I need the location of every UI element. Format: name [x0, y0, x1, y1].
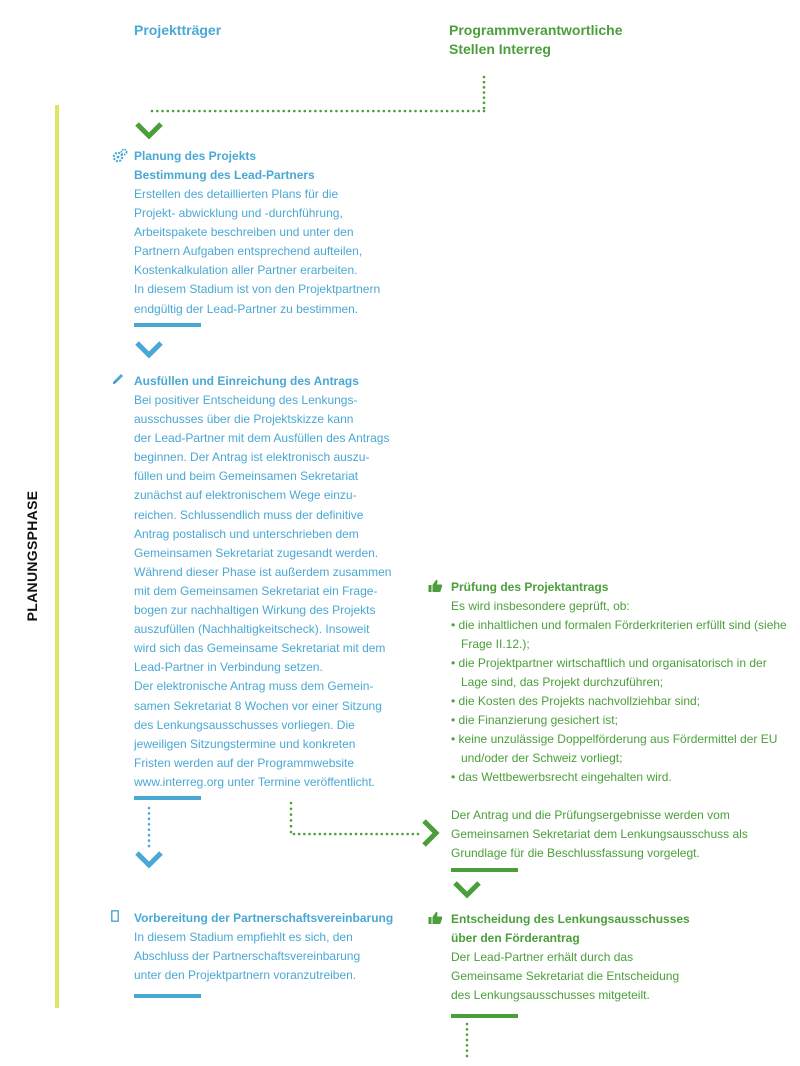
connector-dot	[346, 110, 349, 113]
connector-dot	[298, 833, 301, 836]
gears-icon	[112, 148, 128, 169]
step-title-line-2: über den Förderantrag	[451, 931, 580, 945]
connector-dot	[340, 110, 343, 113]
dotted-connector-green	[466, 1023, 469, 1058]
connector-dot	[419, 110, 422, 113]
text-line: Während dieser Phase ist außerdem zusammen	[134, 564, 392, 579]
connector-dot	[177, 110, 180, 113]
connector-dot	[148, 834, 151, 837]
text-line: Fristen werden auf der Programmwebsite	[134, 755, 355, 770]
connector-dot	[466, 1023, 469, 1026]
connector-dot	[148, 823, 151, 826]
connector-dot	[172, 110, 175, 113]
criteria-item: • keine unzulässige Doppelförderung aus Fördermittel der EU und/oder der Schweiz vorliegt;	[451, 730, 791, 768]
connector-dot	[388, 110, 391, 113]
text-line: Arbeitspakete beschreiben und unter den	[134, 225, 354, 240]
connector-dot	[451, 110, 454, 113]
step-text	[134, 185, 424, 319]
connector-dot	[412, 833, 415, 836]
connector-dot	[277, 110, 280, 113]
connector-dot	[409, 110, 412, 113]
connector-dot	[361, 110, 364, 113]
step-title: Ausfüllen und Einreichung des Antrags	[134, 374, 359, 388]
connector-dot	[466, 1055, 469, 1058]
connector-dot	[381, 833, 384, 836]
text-line: Gemeinsame Sekretariat die Entscheidung	[451, 969, 680, 984]
connector-dot	[466, 1028, 469, 1031]
connector-dot	[288, 110, 291, 113]
connector-dot	[472, 110, 475, 113]
connector-dot	[483, 91, 486, 94]
connector-dot	[251, 110, 254, 113]
text-line: der Lead-Partner mit dem Ausfüllen des Antrags	[134, 431, 390, 446]
connector-dot	[148, 818, 151, 821]
connector-dot	[148, 812, 151, 815]
connector-dot	[298, 110, 301, 113]
step-text	[451, 948, 791, 1005]
step-intro: Es wird insbesondere geprüft, ob:	[451, 599, 630, 613]
connector-dot	[188, 110, 191, 113]
connector-dot	[477, 110, 480, 113]
connector-dot	[198, 110, 201, 113]
connector-dot	[319, 110, 322, 113]
chevron-down-icon	[137, 853, 161, 865]
connector-dot	[261, 110, 264, 113]
text-line: Antrag postalisch und unterschrieben dem	[134, 526, 359, 541]
connector-dot	[483, 81, 486, 84]
thumbs-up-icon	[428, 579, 443, 598]
criteria-list	[451, 616, 791, 787]
connector-dot	[383, 110, 386, 113]
connector-dot	[313, 833, 316, 836]
connector-dot	[219, 110, 222, 113]
step-title-line-1: Entscheidung des Lenkungsausschusses	[451, 912, 690, 926]
connector-dot	[240, 110, 243, 113]
connector-dot	[330, 110, 333, 113]
connector-dot	[430, 110, 433, 113]
text-line: Der Lead-Partner erhält durch das	[451, 950, 634, 964]
connector-dot	[151, 110, 154, 113]
text-line: endgültig der Lead-Partner zu bestimmen.	[134, 301, 359, 316]
connector-dot	[483, 86, 486, 89]
connector-dot	[375, 833, 378, 836]
thumbs-up-icon	[428, 911, 443, 930]
connector-dot	[148, 828, 151, 831]
text-line: Partnern Aufgaben entsprechend aufteilen,	[134, 244, 363, 259]
dotted-connector-green	[293, 833, 420, 836]
connector-dot	[355, 833, 358, 836]
connector-dot	[386, 833, 389, 836]
chevron-down-icon	[137, 124, 161, 136]
step-pruefung	[451, 578, 791, 787]
chevron-down-icon	[137, 343, 161, 355]
criteria-item: • die Finanzierung gesichert ist;	[451, 711, 791, 730]
text-line: des Lenkungsausschusses vorliegen. Die	[134, 717, 355, 732]
connector-dot	[161, 110, 164, 113]
step-title: Vorbereitung der Partnerschaftsvereinbarung	[134, 911, 394, 925]
connector-dot	[309, 110, 312, 113]
connector-dot	[293, 833, 296, 836]
connector-dot	[304, 110, 307, 113]
connector-dot	[156, 110, 159, 113]
connector-dot	[356, 110, 359, 113]
step-text	[134, 928, 434, 985]
connector-dot	[335, 110, 338, 113]
connector-dot	[393, 110, 396, 113]
step-subtitle: Bestimmung des Lead-Partners	[134, 168, 315, 182]
column-title-projekttraeger: Projektträger	[134, 22, 222, 38]
connector-dot	[344, 833, 347, 836]
connector-dot	[396, 833, 399, 836]
pencil-icon	[111, 372, 125, 391]
connector-dot	[290, 831, 293, 834]
section-rule	[451, 1014, 518, 1018]
text-line: reichen. Schlussendlich muss der definitive	[134, 507, 364, 522]
text-line: bogen zur nachhaltigen Wirkung des Projekts	[134, 603, 376, 618]
connector-dot	[391, 833, 394, 836]
text-line: zunächst auf elektronischem Wege einzu-	[134, 488, 357, 503]
connector-dot	[372, 110, 375, 113]
chevron-right-icon	[424, 821, 436, 845]
connector-dot	[425, 110, 428, 113]
connector-dot	[466, 1049, 469, 1052]
dotted-connector-blue	[148, 807, 151, 848]
connector-dot	[483, 110, 486, 113]
connector-dot	[303, 833, 306, 836]
text-line: beginnen. Der Antrag ist elektronisch auszu-	[134, 450, 370, 465]
connector-dot	[466, 1033, 469, 1036]
connector-dot	[308, 833, 311, 836]
text-line: Erstellen des detaillierten Plans für die	[134, 187, 339, 201]
criteria-item: • das Wettbewerbsrecht eingehalten wird.	[451, 768, 791, 787]
connector-dot	[414, 110, 417, 113]
text-line: Projekt- abwicklung und -durchführung,	[134, 206, 343, 221]
connector-dot	[367, 110, 370, 113]
connector-dot	[466, 1039, 469, 1042]
connector-dot	[193, 110, 196, 113]
connector-dot	[329, 833, 332, 836]
connector-dot	[230, 110, 233, 113]
phase-label: PLANUNGSPHASE	[24, 490, 40, 622]
step-text	[134, 391, 424, 792]
connector-dot	[290, 819, 293, 822]
connector-dot	[293, 110, 296, 113]
text-line: Kostenkalkulation aller Partner erarbeiten.	[134, 263, 358, 278]
text-line: Der elektronische Antrag muss dem Gemein-	[134, 679, 374, 694]
text-line: In diesem Stadium ist von den Projektpartnern	[134, 282, 381, 297]
connector-dot	[224, 110, 227, 113]
section-rule	[134, 994, 201, 998]
connector-dot	[398, 110, 401, 113]
connector-dot	[467, 110, 470, 113]
text-line: Grundlage für die Beschlussfassung vorgelegt.	[451, 846, 700, 861]
step-antrag	[134, 372, 424, 792]
column-title-line-2: Stellen Interreg	[449, 41, 551, 57]
text-line: auszufüllen (Nachhaltigkeitscheck). Insoweit	[134, 622, 370, 637]
connector-dot	[256, 110, 259, 113]
text-line: füllen und beim Gemeinsamen Sekretariat	[134, 469, 359, 484]
connector-dot	[148, 807, 151, 810]
connector-dot	[314, 110, 317, 113]
connector-dot	[417, 833, 420, 836]
connector-dot	[214, 110, 217, 113]
connector-dot	[483, 102, 486, 105]
connector-dot	[167, 110, 170, 113]
document-icon	[111, 909, 119, 927]
connector-dot	[401, 833, 404, 836]
connector-dot	[272, 110, 275, 113]
top-dotted-connector	[151, 76, 486, 113]
text-line: Gemeinsamen Sekretariat dem Lenkungsausschuss als	[451, 827, 748, 842]
text-line: In diesem Stadium empfiehlt es sich, den	[134, 930, 353, 944]
connector-dot	[235, 110, 238, 113]
column-title-line-1: Programmverantwortliche	[449, 22, 623, 38]
connector-dot	[377, 110, 380, 113]
connector-dot	[325, 110, 328, 113]
connector-dot	[360, 833, 363, 836]
step-entscheidung	[451, 910, 791, 1005]
connector-dot	[483, 96, 486, 99]
connector-dot	[282, 110, 285, 113]
text-line: unter den Projektpartnern voranzutreiben.	[134, 968, 357, 983]
connector-dot	[350, 833, 353, 836]
connector-dot	[203, 110, 206, 113]
step-vereinbarung	[134, 909, 434, 985]
criteria-item: • die Projektpartner wirtschaftlich und organisatorisch in der Lage sind, das Projekt durchzuführen;	[451, 654, 791, 692]
connector-dot	[446, 110, 449, 113]
text-line: mit dem Gemeinsamen Sekretariat ein Frage-	[134, 583, 378, 598]
text-line: Bei positiver Entscheidung des Lenkungs-	[134, 393, 358, 407]
connector-dot	[246, 110, 249, 113]
connector-dot	[483, 76, 486, 79]
connector-dot	[339, 833, 342, 836]
step-planung	[134, 147, 424, 319]
connector-dot	[351, 110, 354, 113]
text-line: Abschluss der Partnerschaftsvereinbarung	[134, 949, 361, 964]
text-line: www.interreg.org unter Termine veröffentlicht.	[134, 774, 376, 789]
text-line: jeweiligen Sitzungstermine und konkreten	[134, 736, 356, 751]
criteria-item: • die Kosten des Projekts nachvollziehbar sind;	[451, 692, 791, 711]
section-rule	[134, 323, 201, 327]
connector-dot	[290, 802, 293, 805]
text-line: wird sich das Gemeinsame Sekretariat mit dem	[134, 641, 386, 656]
connector-dot	[182, 110, 185, 113]
connector-dot	[483, 107, 486, 110]
chevron-down-icon	[455, 883, 479, 895]
dotted-connector-green	[290, 802, 293, 834]
text-line: Lead-Partner in Verbindung setzen.	[134, 660, 323, 675]
connector-dot	[148, 845, 151, 848]
section-rule	[451, 868, 518, 872]
connector-dot	[441, 110, 444, 113]
connector-dot	[370, 833, 373, 836]
connector-dot	[462, 110, 465, 113]
text-line: Der Antrag und die Prüfungsergebnisse werden vom	[451, 808, 730, 822]
connector-dot	[456, 110, 459, 113]
text-line: Gemeinsamen Sekretariat zugesandt werden.	[134, 545, 379, 560]
connector-dot	[365, 833, 368, 836]
connector-dot	[209, 110, 212, 113]
connector-dot	[319, 833, 322, 836]
connector-dot	[435, 110, 438, 113]
connector-dot	[148, 839, 151, 842]
connector-dot	[290, 813, 293, 816]
criteria-item: • die inhaltlichen und formalen Förderkriterien erfüllt sind (siehe Frage II.12.);	[451, 616, 791, 654]
connector-dot	[404, 110, 407, 113]
connector-dot	[324, 833, 327, 836]
step-text	[451, 806, 791, 863]
step-title: Prüfung des Projektantrags	[451, 580, 609, 594]
connector-dot	[290, 825, 293, 828]
text-line: samen Sekretariat 8 Wochen vor einer Sitzung	[134, 698, 382, 713]
connector-dot	[406, 833, 409, 836]
connector-dot	[290, 808, 293, 811]
connector-dot	[466, 1044, 469, 1047]
text-line: ausschusses über die Projektskizze kann	[134, 412, 354, 427]
section-rule	[134, 796, 201, 800]
connector-dot	[334, 833, 337, 836]
step-title: Planung des Projekts	[134, 149, 257, 163]
connector-dot	[267, 110, 270, 113]
text-line: des Lenkungsausschusses mitgeteilt.	[451, 988, 650, 1003]
